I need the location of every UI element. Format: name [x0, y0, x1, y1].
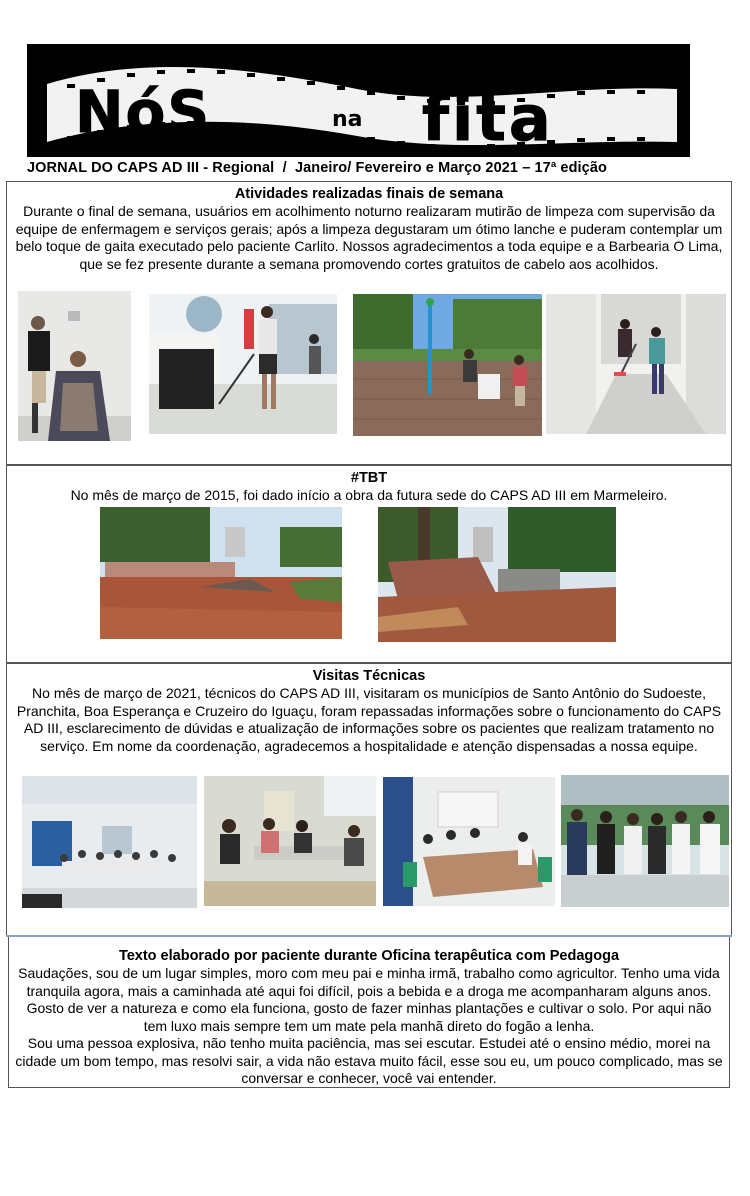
photo-visit-group [561, 775, 729, 907]
photo-visit-meeting-3 [383, 777, 555, 906]
photo-visit-meeting-2 [204, 776, 376, 906]
section-technical-visits [6, 663, 732, 935]
section-text: No mês de março de 2021, técnicos do CAPS AD III, visitaram os municípios de Santo Antônio do Sudoeste, Pranchita, Boa Esperança e Cruzeiro do Iguaçu, foram repassadas informações sobre o funcionamento do CAPS AD III, esclarecimento de dúvidas e atualização de informações sobre os pacientes que realizam tratamento no serviço. Em nome da coordenação, agradecemos a hospitalidade e atenção dispensadas a nossa equipe. [16, 685, 722, 754]
photo-visit-meeting-1 [22, 776, 197, 908]
patient-text-paragraph-1: Saudações, sou de um lugar simples, moro com meu pai e minha irmã, trabalho como agricultor. Tenho uma vida tranquila agora, mais a caminhada até aqui foi difícil, pois a bebida e a droga me acompanharam alguns anos. Gosto de ver a natureza e como ela funciona, gosto de fazer minhas plantações e cultivar o solo. Por aqui não tem luxo mais sempre tem um mate pela manhã direto do fogão a lenha. [18, 965, 720, 1034]
photo-outdoor-patio [353, 294, 542, 436]
svg-text:fita: fita [422, 82, 554, 155]
section-title: Texto elaborado por paciente durante Oficina terapêutica com Pedagoga [118, 948, 620, 964]
section-text: Durante o final de semana, usuários em acolhimento noturno realizaram mutirão de limpeza com supervisão da equipe de enfermagem e serviços gerais; após a limpeza degustaram um ótimo lanche e puderam contemplar um belo toque de gaita executado pelo paciente Carlito. Nossos agradecimentos a toda equipe e a Barbearia O Lima, que se fez presente durante a semana promovendo cortes gratuitos de cabelo aos acolhidos. [15, 203, 723, 272]
svg-text:na: na [332, 107, 363, 132]
section-weekend-activities [6, 181, 732, 465]
photo-construction-site-1 [100, 507, 342, 639]
section-patient-text [8, 937, 730, 1088]
photo-barber-haircut [18, 291, 131, 441]
masthead-logo [27, 44, 690, 157]
patient-text-paragraph-2: Sou uma pessoa explosiva, não tenho muita paciência, mas sei escutar. Estudei até o ensino médio, morei na cidade um bom tempo, mas resolvi sair, a vida não estava muito fácil, esse sou eu, um pouco complicado, mas se conversar e conhecer, você vai entender. [15, 1035, 723, 1087]
section-title: #TBT [350, 470, 388, 486]
svg-text:NóS: NóS [75, 78, 212, 146]
section-title: Visitas Técnicas [312, 668, 426, 684]
section-title: Atividades realizadas finais de semana [234, 186, 504, 202]
newspaper-subtitle: JORNAL DO CAPS AD III - Regional / Janeiro/ Fevereiro e Março 2021 – 17ª edição [27, 160, 607, 176]
section-tbt [6, 465, 732, 663]
photo-corridor-mopping [546, 294, 726, 434]
section-text: No mês de março de 2015, foi dado início a obra da futura sede do CAPS AD III em Marmeleiro. [70, 487, 668, 503]
photo-construction-site-2 [378, 507, 616, 642]
photo-cleaning-room [149, 294, 337, 434]
